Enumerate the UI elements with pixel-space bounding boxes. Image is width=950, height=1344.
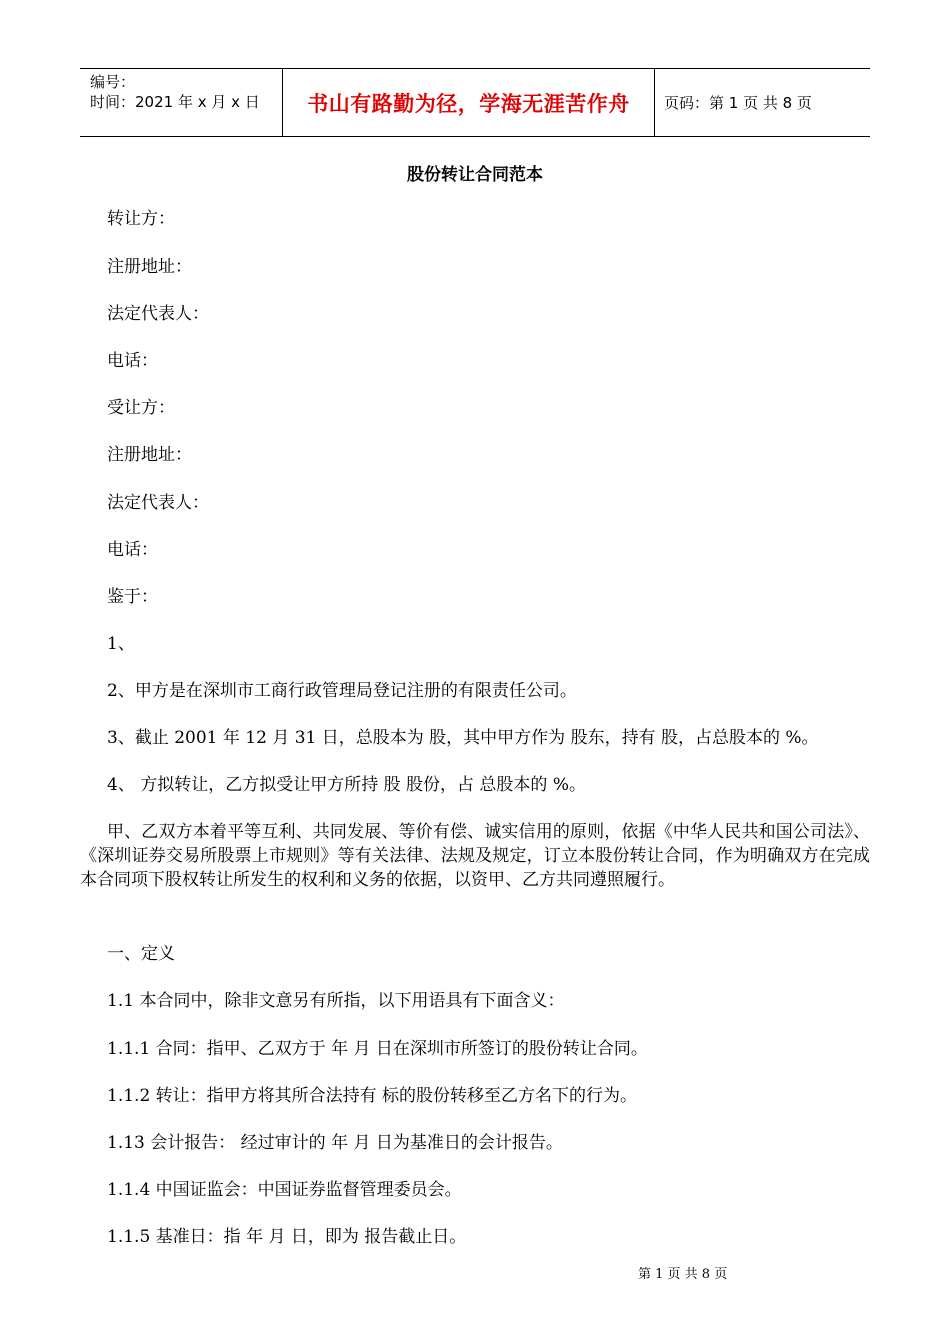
transferee-address-label: 注册地址： — [107, 445, 192, 465]
whereas-label: 鉴于： — [107, 587, 158, 607]
recital-1: 1、 — [107, 634, 135, 654]
page-footer: 第 1 页 共 8 页 — [638, 1267, 728, 1282]
clause-1-1-2: 1.1.2 转让：指甲方将其所合法持有 标的股份转移至乙方名下的行为。 — [107, 1086, 638, 1106]
transferee-phone-label: 电话： — [107, 540, 158, 560]
preamble-paragraph: 甲、乙双方本着平等互利、共同发展、等价有偿、诚实信用的原则，依据《中华人民共和国公司法》、《深圳证券交易所股票上市规则》等有关法律、法规及规定，订立本股份转让合同，作为明确双方在完成本合同项下股权转让所发生的权利和义务的依据，以资甲、乙方共同遵照履行。 — [80, 822, 870, 890]
clause-1-1: 1.1 本合同中，除非文意另有所指，以下用语具有下面含义： — [107, 991, 565, 1011]
recital-2: 2、甲方是在深圳市工商行政管理局登记注册的有限责任公司。 — [107, 681, 577, 701]
transferor-address-label: 注册地址： — [107, 257, 192, 277]
header-meta — [80, 69, 282, 136]
header-page-info: 页码：第 1 页 共 8 页 — [664, 94, 812, 112]
recital-3: 3、截止 2001 年 12 月 31 日，总股本为 股，其中甲方作为 股东，持有 股，占总股本的 %。 — [107, 728, 819, 748]
transferee-label: 受让方： — [107, 398, 175, 418]
clause-1-1-1: 1.1.1 合同：指甲、乙双方于 年 月 日在深圳市所签订的股份转让合同。 — [107, 1039, 648, 1059]
clause-1-1-4: 1.1.4 中国证监会：中国证券监督管理委员会。 — [107, 1180, 462, 1200]
section-heading-definitions: 一、定义 — [107, 944, 175, 964]
clause-1-1-5: 1.1.5 基准日：指 年 月 日，即为 报告截止日。 — [107, 1227, 467, 1247]
transferee-representative-label: 法定代表人： — [107, 493, 209, 513]
transferor-label: 转让方： — [107, 209, 175, 229]
clause-1-1-3: 1.13 会计报告： 经过审计的 年 月 日为基准日的会计报告。 — [107, 1133, 563, 1153]
recital-4: 4、 方拟转让，乙方拟受让甲方所持 股 股份，占 总股本的 %。 — [107, 775, 586, 795]
transferor-phone-label: 电话： — [107, 351, 158, 371]
document-date: 时间：2021 年 x 月 x 日 — [90, 93, 260, 111]
transferor-representative-label: 法定代表人： — [107, 304, 209, 324]
document-title: 股份转让合同范本 — [407, 165, 543, 185]
header-motto: 书山有路勤为径，学海无涯苦作舟 — [282, 69, 655, 136]
page-header — [80, 68, 870, 137]
document-number-label: 编号： — [90, 73, 136, 91]
